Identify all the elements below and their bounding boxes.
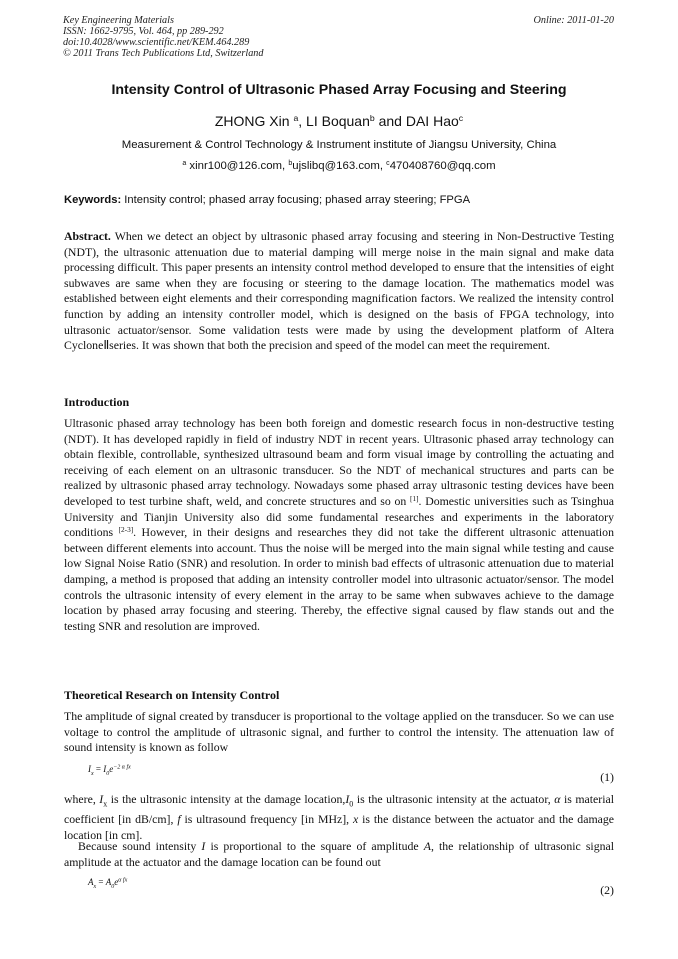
where-text-5: is ultrasound frequency [in MHz], [180,811,353,826]
intro-heading: Introduction [64,395,130,409]
eq2-lhs: A [88,877,94,887]
intro-text-1: Ultrasonic phased array technology has been both foreign and domestic research focus in non-destructive testing (NDT). It has developed rapidly in field of industry NDT in recent years. Ultrasonic phased array technology can obtain flexible, controllable, synthesized ultrasound beam and form visual image by controlling the actuating and receiving of each element on an ultrasonic transducer. So the NDT of mechanical structures and parts can be realized by ultrasonic phased array technology. Nowadays some phased array ultrasonic testing devices have been developed to test turbine shaft, weld, and concrete structures and so on [64,416,614,508]
where-text-6: is the distance between the actuator and the damage location [in cm]. [64,811,614,842]
abstract-text: When we detect an object by ultrasonic phased array focusing and steering in Non-Destructive Testing (NDT), the ultrasonic attenuation due to material damping will merge noise in the main signal and make data processing difficult. This paper presents an intensity control method developed to ensure that the intensities of eight subwaves are same when they are focusing or steering to the damage location. The mathematics model was established between eight elements and their corresponding magnification factors. We realized the intensity control function by adding an intensity controller model, which is designed on the basis of FPGA technology, into ultrasonic actuator/sensor. Some validation tests were made by using the development platform of Altera CycloneⅡseries. It was shown that both the precision and speed of the model can meet the requirement. [64,229,614,353]
copyright-line: © 2011 Trans Tech Publications Ltd, Switzerland [63,48,264,59]
symbol-alpha: α [554,792,561,806]
abstract-label: Abstract. [64,229,111,243]
theory-paragraph-2 [64,839,614,870]
equation-2-number: (2) [600,883,614,897]
eq1-lhs: I [88,764,91,774]
abstract [64,229,614,354]
keywords-label: Keywords: [64,194,122,206]
author-3-mark: c [458,113,464,124]
equation-2 [88,877,127,890]
eq1-lhs-sub: x [91,770,94,777]
eq1-equals: = [93,764,104,774]
where-paragraph [64,792,614,843]
citation-2[interactable]: [2-3] [118,525,134,535]
email-2-mark: b [288,160,293,168]
intro-paragraph [64,416,614,634]
equation-1-number: (1) [600,770,614,784]
eq2-lhs-sub: x [93,883,97,890]
issn-line: ISSN: 1662-9795, Vol. 464, pp 289-292 [63,26,224,37]
symbol-i0-sub: 0 [349,799,354,809]
author-3: and DAI Hao [374,113,459,129]
email-1-mark: a [182,160,187,168]
theory-heading: Theoretical Research on Intensity Control [64,688,280,702]
eq2-rhs-sub: 0 [111,883,115,890]
email-3[interactable]: 470408760@qq.com [389,160,496,172]
p2-text-2: is proportional to the square of amplitude [205,839,424,853]
eq2-equals: = [96,877,106,887]
where-text-1: where, [64,792,100,806]
symbol-ix: I [99,792,104,806]
symbol-i0: I [345,792,350,806]
eq2-rhs: A [105,877,112,887]
p2-text-3: , the relationship of ultrasonic signal amplitude at the actuator and the damage location can be found out [64,839,615,869]
eq2-exponent: α fx [118,877,128,884]
where-text-3: is the ultrasonic intensity at the actuator, [353,792,555,806]
journal-name: Key Engineering Materials [63,15,174,26]
email-3-mark: c [386,160,390,168]
email-1[interactable]: xinr100@126.com, [186,160,289,172]
author-2-mark: b [369,113,375,124]
author-line [40,113,638,129]
affiliation: Measurement & Control Technology & Instrument institute of Jiangsu University, China [121,139,557,151]
author-2: , LI Boquan [298,113,370,129]
eq1-rhs: I [103,764,107,774]
eq2-e: e [114,877,119,887]
journal-header [63,15,263,59]
citation-1[interactable]: [1] [410,493,419,503]
symbol-ix-sub: x [103,799,108,809]
equation-1 [88,764,131,777]
intro-text-2: . Domestic universities such as Tsinghua University and Tianjin University also did some fundamental researches and experiments in the laboratory conditions [64,493,614,540]
eq1-rhs-sub: 0 [106,770,110,777]
author-1-mark: a [293,113,299,124]
symbol-f: f [177,811,181,826]
author-1: ZHONG Xin [214,113,290,129]
email-2[interactable]: ujslibq@163.com, [292,160,387,172]
p2-text-1: Because sound intensity [78,839,202,853]
keywords-text: Intensity control; phased array focusing; phased array steering; FPGA [121,194,471,206]
email-line [40,160,638,172]
where-text-2: is the ultrasonic intensity at the damage location, [107,792,346,806]
online-date: Online: 2011-01-20 [533,15,614,26]
symbol-x: x [353,811,359,826]
eq1-e: e [109,764,114,774]
paper-title: Intensity Control of Ultrasonic Phased Array Focusing and Steering [111,82,567,98]
theory-paragraph-1: The amplitude of signal created by transducer is proportional to the voltage applied on the transducer. So we can use voltage to control the amplitude of ultrasonic signal, and further to control the intensity. The attenuation law of sound intensity is known as follow [64,709,614,755]
eq1-exponent: −2 α fx [113,764,131,771]
doi-line: doi:10.4028/www.scientific.net/KEM.464.289 [63,37,250,48]
where-text-4: is material coefficient [in dB/cm], [64,792,614,826]
symbol-a: A [423,839,431,853]
symbol-i: I [201,839,206,853]
keywords [64,194,616,206]
intro-text-3: . However, in their designs and researches they did not take the different ultrasonic attenuation between different elements into account. Thus the noise will be merged into the main signal while testing and cause low Signal Noise Ratio (SNR) and resolution. In order to minish bad effects of ultrasonic attenuation due to material damping, a method is proposed that adding an intensity controller model into ultrasonic actuator/sensor. The model controls the ultrasonic intensity of every element in the array to be same when subwaves achieve to the damage location by phased array focusing and steering. Thereby, the effective signal caused by flaw stands out and the testing SNR and resolution are improved. [64,525,614,633]
